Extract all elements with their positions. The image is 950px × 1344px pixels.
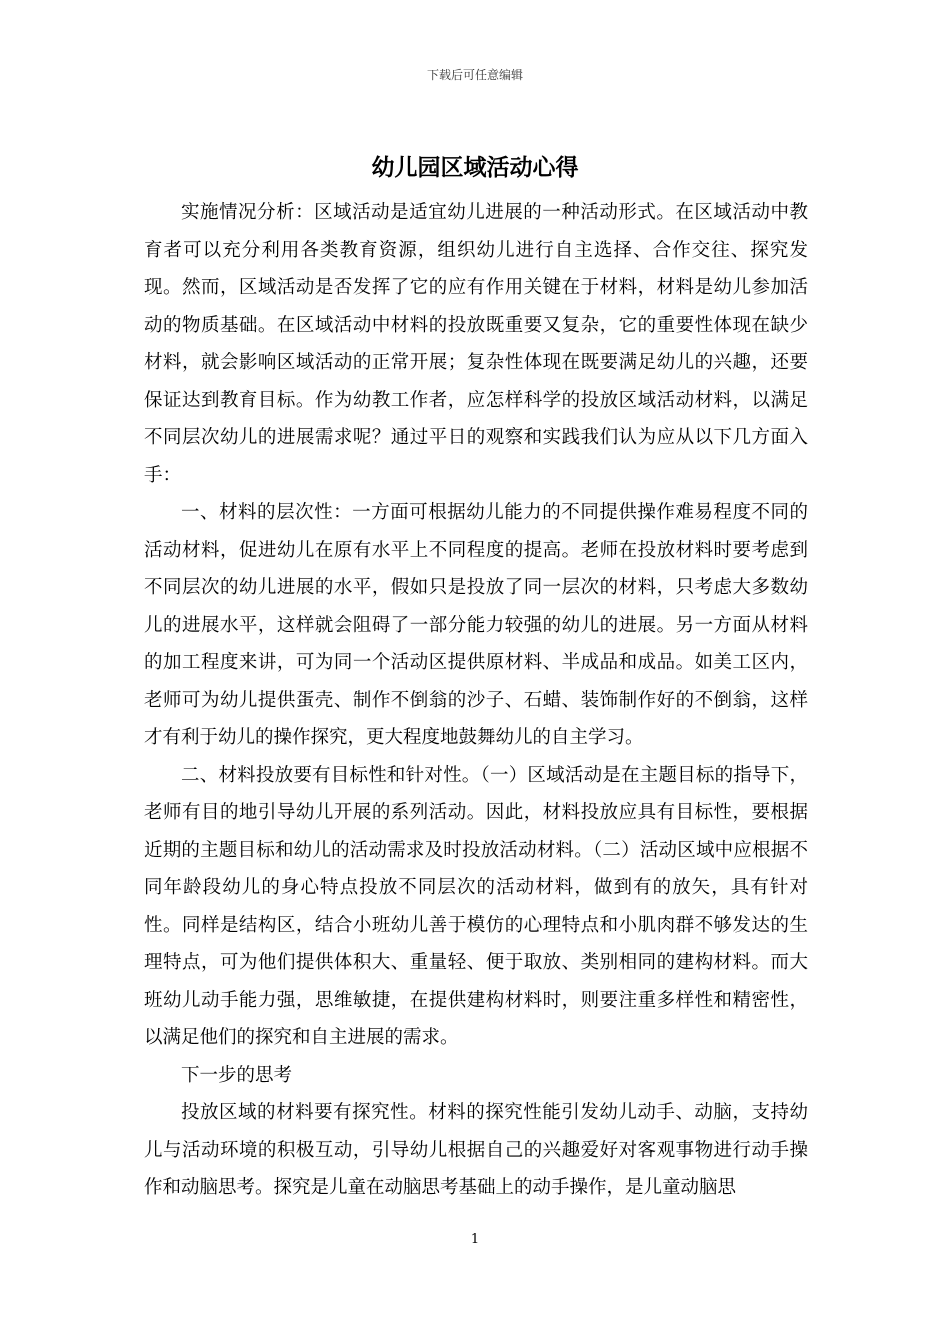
document-body — [144, 194, 808, 1207]
header-note: 下载后可任意编辑 — [426, 68, 523, 82]
paragraph-exploratory-materials: 投放区域的材料要有探究性。材料的探究性能引发幼儿动手、动脑，支持幼儿与活动环境的积极互动，引导幼儿根据自己的兴趣爱好对客观事物进行动手操作和动脑思考。探究是儿童在动脑思考基础上的动手操作，是儿童动脑思 — [144, 1102, 808, 1198]
paragraph-material-targeting: 二、材料投放要有目标性和针对性。（一）区域活动是在主题目标的指导下，老师有目的地引导幼儿开展的系列活动。因此，材料投放应具有目标性，要根据近期的主题目标和幼儿的活动需求及时投放活动材料。（二）活动区域中应根据不同年龄段幼儿的身心特点投放不同层次的活动材料，做到有的放矢，具有针对性。同样是结构区，结合小班幼儿善于模仿的心理特点和小肌肉群不够发达的生理特点，可为他们提供体积大、重量轻、便于取放、类别相同的建构材料。而大班幼儿动手能力强，思维敏捷，在提供建构材料时，则要注重多样性和精密性，以满足他们的探究和自主进展的需求。 — [144, 764, 808, 1048]
document-title: 幼儿园区域活动心得 — [371, 155, 579, 181]
paragraph-analysis: 实施情况分析：区域活动是适宜幼儿进展的一种活动形式。在区域活动中教育者可以充分利用各类教育资源，组织幼儿进行自主选择、合作交往、探究发现。然而，区域活动是否发挥了它的应有作用关键在于材料，材料是幼儿参加活动的物质基础。在区域活动中材料的投放既重要又复杂，它的重要性体现在缺少材料，就会影响区域活动的正常开展；复杂性体现在既要满足幼儿的兴趣，还要保证达到教育目标。作为幼教工作者，应怎样科学的投放区域活动材料，以满足不同层次幼儿的进展需求呢？通过平日的观察和实践我们认为应从以下几方面入手： — [144, 202, 808, 486]
page-number: 1 — [470, 1232, 480, 1247]
paragraph-material-levels: 一、材料的层次性：一方面可根据幼儿能力的不同提供操作难易程度不同的活动材料，促进幼儿在原有水平上不同程度的提高。老师在投放材料时要考虑到不同层次的幼儿进展的水平，假如只是投放了同一层次的材料，只考虑大多数幼儿的进展水平，这样就会阻碍了一部分能力较强的幼儿的进展。另一方面从材料的加工程度来讲，可为同一个活动区提供原材料、半成品和成品。如美工区内，老师可为幼儿提供蛋壳、制作不倒翁的沙子、石蜡、装饰制作好的不倒翁，这样才有利于幼儿的操作探究，更大程度地鼓舞幼儿的自主学习。 — [144, 502, 808, 748]
section-heading-next-steps: 下一步的思考 — [181, 1064, 293, 1086]
